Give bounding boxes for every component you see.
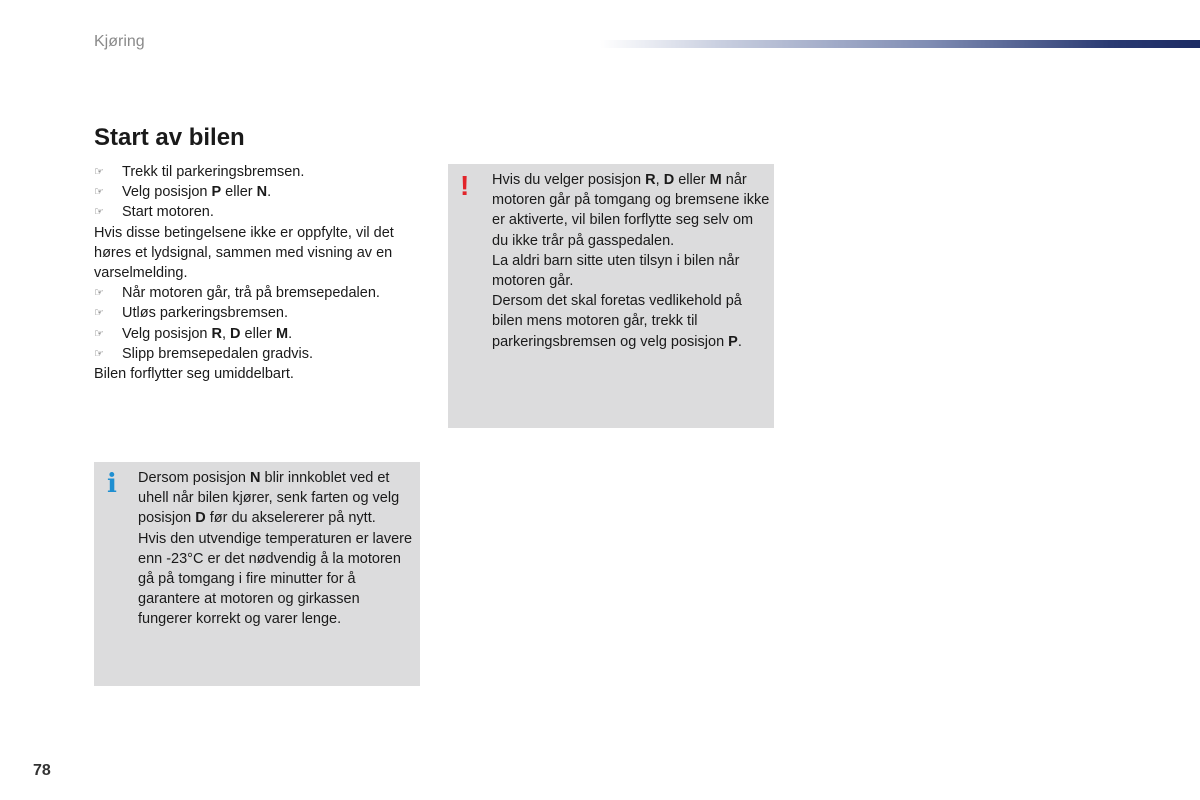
header-gradient-bar (600, 40, 1200, 48)
instruction-step: ☞ Start motoren. (94, 202, 424, 222)
page-title: Start av bilen (94, 124, 245, 151)
instruction-step: ☞ Når motoren går, trå på bremsepedalen. (94, 283, 424, 303)
info-box (94, 462, 420, 686)
instruction-step: ☞ Velg posisjon R, D eller M. (94, 324, 424, 344)
pointing-hand-icon: ☞ (94, 185, 104, 199)
info-icon: i (107, 469, 117, 499)
section-label: Kjøring (94, 33, 145, 50)
warning-paragraph: La aldri barn sitte uten tilsyn i bilen når motoren går. (492, 252, 740, 290)
pointing-hand-icon: ☞ (94, 205, 104, 219)
instruction-step: ☞ Velg posisjon P eller N. (94, 182, 424, 202)
instruction-step: ☞ Slipp bremsepedalen gradvis. (94, 344, 424, 364)
warning-paragraph: Hvis du velger posisjon R, D eller M når motoren går på tomgang og bremsene ikke er aktiverte, vil bilen forflytte seg selv om du ikke trår på gasspedalen. (492, 172, 770, 249)
pointing-hand-icon: ☞ (94, 326, 104, 340)
warning-paragraph: Dersom det skal foretas vedlikehold på bilen mens motoren går, trekk til parkeringsbremsen og velg posisjon P. (492, 293, 742, 350)
pointing-hand-icon: ☞ (94, 306, 104, 320)
exclamation-icon: ! (460, 170, 470, 201)
result-paragraph: Bilen forflytter seg umiddelbart. (94, 366, 294, 383)
pointing-hand-icon: ☞ (94, 286, 104, 300)
info-text (138, 468, 416, 630)
conditions-paragraph: Hvis disse betingelsene ikke er oppfylte, vil det høres et lydsignal, sammen med visning av en varselmelding. (94, 224, 394, 282)
instructions-column (94, 162, 424, 384)
warning-text (492, 170, 770, 352)
instruction-step: ☞ Trekk til parkeringsbremsen. (94, 162, 424, 182)
page-number: 78 (33, 762, 51, 779)
warning-box (448, 164, 774, 428)
pointing-hand-icon: ☞ (94, 346, 104, 360)
instruction-step: ☞ Utløs parkeringsbremsen. (94, 303, 424, 323)
info-paragraph: Hvis den utvendige temperaturen er lavere enn -23°C er det nødvendig å la motoren gå på tomgang i fire minutter for å garantere at motoren og girkassen fungerer korrekt og varer lenge. (138, 530, 413, 628)
pointing-hand-icon: ☞ (94, 165, 104, 178)
info-paragraph: Dersom posisjon N blir innkoblet ved et uhell når bilen kjører, senk farten og velg posisjon D før du akselererer på nytt. (138, 470, 400, 527)
